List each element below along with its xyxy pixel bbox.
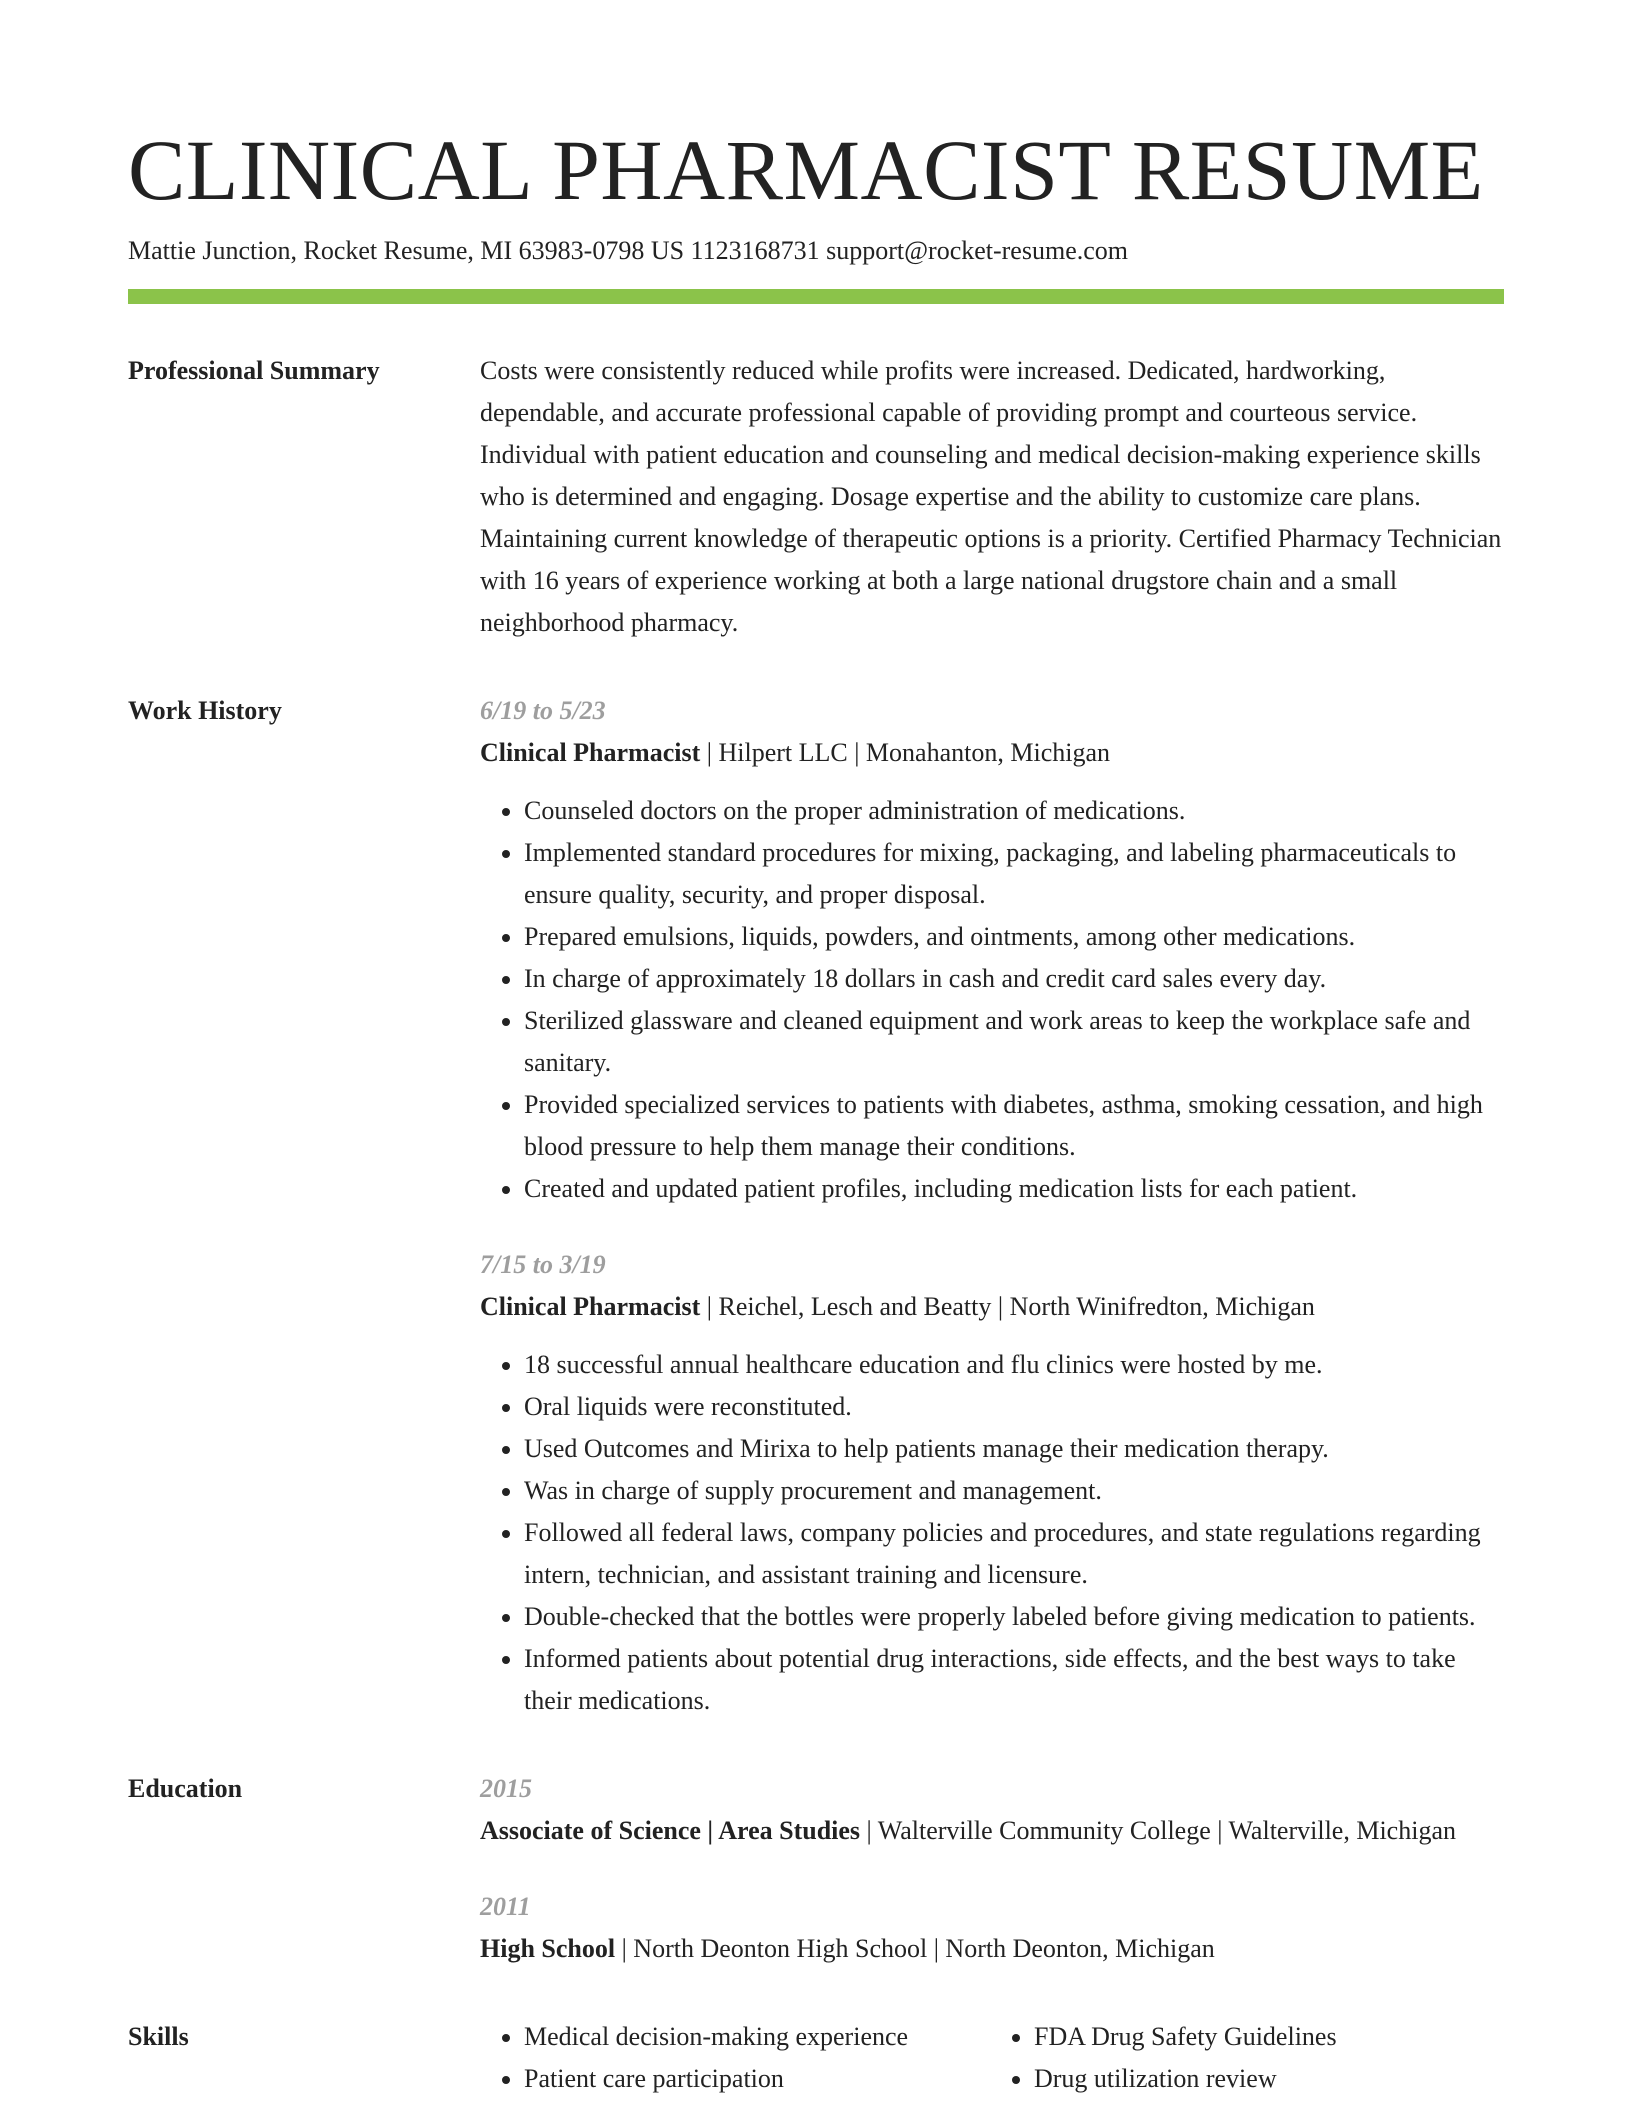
section-label: Work History [128, 696, 282, 725]
list-item: • Prepared emulsions, liquids, powders, and ointments, among other medications. [524, 916, 1504, 958]
list-item: • In charge of approximately 18 dollars in cash and credit card sales every day. [524, 958, 1504, 1000]
job-details: | Reichel, Lesch and Beatty | North Winifredton, Michigan [700, 1292, 1315, 1321]
skills-section [128, 2020, 1504, 2100]
work-history-section [128, 694, 1504, 1722]
section-label: Skills [128, 2022, 189, 2051]
job-role [480, 1286, 1504, 1328]
list-item: • Provided specialized services to patients with diabetes, asthma, smoking cessation, and high blood pressure to help them manage their conditions. [524, 1084, 1504, 1168]
list-item: • Was in charge of supply procurement and management. [524, 1470, 1504, 1512]
list-item: • Used Outcomes and Mirixa to help patients manage their medication therapy. [524, 1428, 1504, 1470]
summary-section [128, 354, 1504, 644]
education-entry [480, 1768, 1504, 1852]
skill-item: • FDA Drug Safety Guidelines [1034, 2016, 1504, 2058]
job-date: 7/15 to 3/19 [480, 1250, 606, 1279]
list-item: • Informed patients about potential drug interactions, side effects, and the best ways to take their medications. [524, 1638, 1504, 1722]
degree-title: Associate of Science | Area Studies [480, 1816, 861, 1845]
job-bullets [480, 1344, 1504, 1722]
list-item: • Double-checked that the bottles were properly labeled before giving medication to patients. [524, 1596, 1504, 1638]
education-section [128, 1772, 1504, 1970]
degree-details: | North Deonton High School | North Deonton, Michigan [615, 1934, 1215, 1963]
job-details: | Hilpert LLC | Monahanton, Michigan [700, 738, 1110, 767]
job-bullets [480, 790, 1504, 1210]
education-degree [480, 1928, 1504, 1970]
contact-line: Mattie Junction, Rocket Resume, MI 63983-0798 US 1123168731 support@rocket-resume.com [128, 236, 1128, 265]
resume-title: CLINICAL PHARMACIST RESUME [128, 122, 1484, 218]
accent-divider [128, 289, 1504, 304]
list-item: • Oral liquids were reconstituted. [524, 1386, 1504, 1428]
education-date: 2015 [480, 1774, 532, 1803]
skills-list [480, 2016, 1504, 2100]
section-label: Professional Summary [128, 356, 380, 385]
list-item: • Created and updated patient profiles, including medication lists for each patient. [524, 1168, 1504, 1210]
job-title: Clinical Pharmacist [480, 1292, 701, 1321]
education-degree [480, 1810, 1504, 1852]
list-item: • Implemented standard procedures for mixing, packaging, and labeling pharmaceuticals to ensure quality, security, and proper disposal. [524, 832, 1504, 916]
education-entry [480, 1886, 1504, 1970]
job-entry [480, 1244, 1504, 1722]
degree-title: High School [480, 1934, 616, 1963]
summary-text: Costs were consistently reduced while profits were increased. Dedicated, hardworking, dependable, and accurate professional capable of providing prompt and courteous service. Individual with patient education and counseling and medical decision-making experience skills who is determined and engaging. Dosage expertise and the ability to customize care plans. Maintaining current knowledge of therapeutic options is a priority. Certified Pharmacy Technician with 16 years of experience working at both a large national drugstore chain and a small neighborhood pharmacy. [480, 356, 1502, 637]
list-item: • Followed all federal laws, company policies and procedures, and state regulations regarding intern, technician, and assistant training and licensure. [524, 1512, 1504, 1596]
list-item: • Counseled doctors on the proper administration of medications. [524, 790, 1504, 832]
job-title: Clinical Pharmacist [480, 738, 701, 767]
job-role [480, 732, 1504, 774]
list-item: • Sterilized glassware and cleaned equipment and work areas to keep the workplace safe and sanitary. [524, 1000, 1504, 1084]
resume-page [128, 118, 1504, 2100]
education-date: 2011 [480, 1892, 531, 1921]
section-label: Education [128, 1774, 243, 1803]
skill-item: • Medical decision-making experience [524, 2016, 994, 2058]
list-item: • 18 successful annual healthcare education and flu clinics were hosted by me. [524, 1344, 1504, 1386]
skill-item: • Patient care participation [524, 2058, 994, 2100]
job-date: 6/19 to 5/23 [480, 696, 606, 725]
degree-details: | Walterville Community College | Walterville, Michigan [860, 1816, 1456, 1845]
job-entry [480, 690, 1504, 1210]
skill-item: • Drug utilization review [1034, 2058, 1504, 2100]
